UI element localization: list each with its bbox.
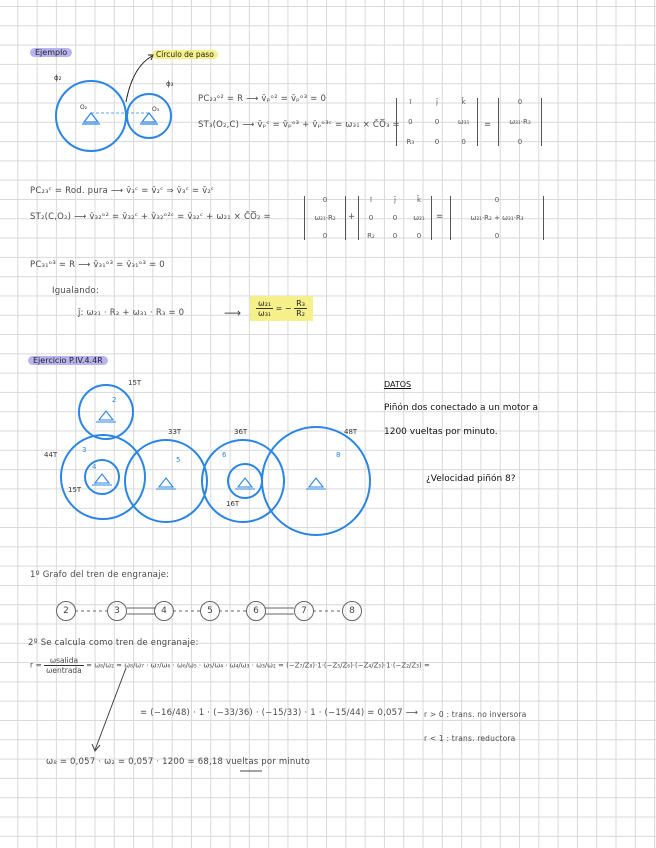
phi2-label: ϕ₂ <box>54 74 62 82</box>
igualando-label: Igualando: <box>52 286 99 296</box>
exercise-tag: Ejercicio P.IV.4.4R <box>28 356 108 365</box>
label-48t: 48T <box>344 428 358 436</box>
pitch-circle-callout: Círculo de paso <box>152 50 218 59</box>
question: ¿Velocidad piñón 8? <box>426 474 516 484</box>
step-2: 2º Se calcula como tren de engranaje: <box>28 638 199 648</box>
gear-3-label: 3 <box>82 446 87 454</box>
eq-line-2: ST₃(O₂,C) ⟶ v̄ₚᶜ = v̄ₚᵒ³ + v̄ₚᵒ³ᶜ = ω₃₁ × C̄O̅₃ = <box>198 120 400 130</box>
note-reductora: r < 1 : trans. reductora <box>424 734 516 743</box>
label-44t: 44T <box>44 451 58 459</box>
eq-line-6: j̄: ω₂₁ · R₂ + ω₃₁ · R₃ = 0 <box>78 308 185 318</box>
matrix-2: 0 ω₂₁·R₂ 0 <box>304 196 346 240</box>
gear-6-label: 6 <box>222 451 227 459</box>
label-15t-b: 15T <box>68 486 82 494</box>
graph-node-4: 4 <box>154 601 174 621</box>
graph-node-6: 6 <box>246 601 266 621</box>
vector-2: 0 ω₂₁·R₂ + ω₃₁·R₃ 0 <box>450 196 544 240</box>
datos-line-1: Piñón dos conectado a un motor a <box>384 403 539 413</box>
final-result: ω₈ = 0,057 · ω₂ = 0,057 · 1200 = 68,18 vueltas por minuto <box>46 757 310 767</box>
label-36t: 36T <box>234 428 248 436</box>
eq-line-5: PC₃₁ᵒ³ = R ⟶ v̄₃₁ᵒ³ = v̄₃₁ᵒ³ = 0 <box>30 260 165 270</box>
gear-2-circle <box>56 81 126 151</box>
gear-3-circle <box>127 94 171 138</box>
label-33t: 33T <box>168 428 182 436</box>
numeric-calculation: = (−16/48) · 1 · (−33/36) · (−15/33) · 1 · (−15/44) = 0,057 ⟶ <box>140 708 419 718</box>
gear-5-label: 5 <box>176 456 181 464</box>
ratio-highlight: $\frac{\text{ω₂₁}}{\text{ω₃₁}}$ = − $\frac{\text{R₃}}{\text{R₂}}$ <box>250 296 313 321</box>
example-gears <box>56 80 174 151</box>
graph-node-5: 5 <box>200 601 220 621</box>
label-15t-a: 15T <box>128 379 142 387</box>
gear-4-label: 4 <box>92 463 97 471</box>
o2-label: O₂ <box>80 104 88 111</box>
graph-node-2: 2 <box>56 601 76 621</box>
example-tag: Ejemplo <box>30 48 72 57</box>
transmission-ratio-line: r = $\frac{\text{ωsalida}}{\text{ωentrada}}$ = ω₈/ω₂ = ω₈/ω₇ · ω₇/ω₆ · ω₆/ω₅ · ω₅/ω₄ · ω₄/ω₃ · ω₃/ω₂ = (−Z₇/Z₈)·1·(−Z₅/Z₆)·(−Z₄/Z₅)·1·(−Z₂/Z₃) = <box>30 656 430 675</box>
datos-title: DATOS <box>384 380 412 389</box>
graph-node-3: 3 <box>107 601 127 621</box>
eq-line-3: PC₂₃ᶜ = Rod. pura ⟶ v̄₃ᶜ = v̄₂ᶜ ⇒ v̄₃ᶜ = v̄₂ᶜ <box>30 186 215 196</box>
exercise-gears <box>61 385 370 535</box>
step-1: 1º Grafo del tren de engranaje: <box>30 570 170 580</box>
note-no-inversora: r > 0 : trans. no inversora <box>424 710 527 719</box>
gear-8-label: 8 <box>336 451 341 459</box>
label-16t: 16T <box>226 500 240 508</box>
datos-line-2: 1200 vueltas por minuto. <box>384 427 498 437</box>
gear-2-label: 2 <box>112 396 117 404</box>
matrix-3: ī j̄ k̄ 0 0 ω₂₁ R₂ 0 0 <box>358 196 432 240</box>
eq-line-1: PC₂₃ᵒ² = R ⟶ v̄ₚᵒ² = v̄ₚᵒ³ = 0 <box>198 94 327 104</box>
phi3-label: ϕ₃ <box>166 80 174 88</box>
graph-node-8: 8 <box>342 601 362 621</box>
vector-1: 0 ω₃₁·R₃ 0 <box>498 98 542 146</box>
matrix-1: ī j̄ k̄ 0 0 ω₃₁ R₃ 0 0 <box>396 98 478 146</box>
eq-line-4: ST₂(C,O₂) ⟶ v̄₃₂ᵒ² = v̄₃₂ᶜ + v̄₃₂ᵒ²ᶜ = v̄₃₂ᶜ + ω₂₁ × C̄O̅₂ = <box>30 212 271 222</box>
o3-label: O₃ <box>152 106 160 113</box>
graph-node-7: 7 <box>294 601 314 621</box>
